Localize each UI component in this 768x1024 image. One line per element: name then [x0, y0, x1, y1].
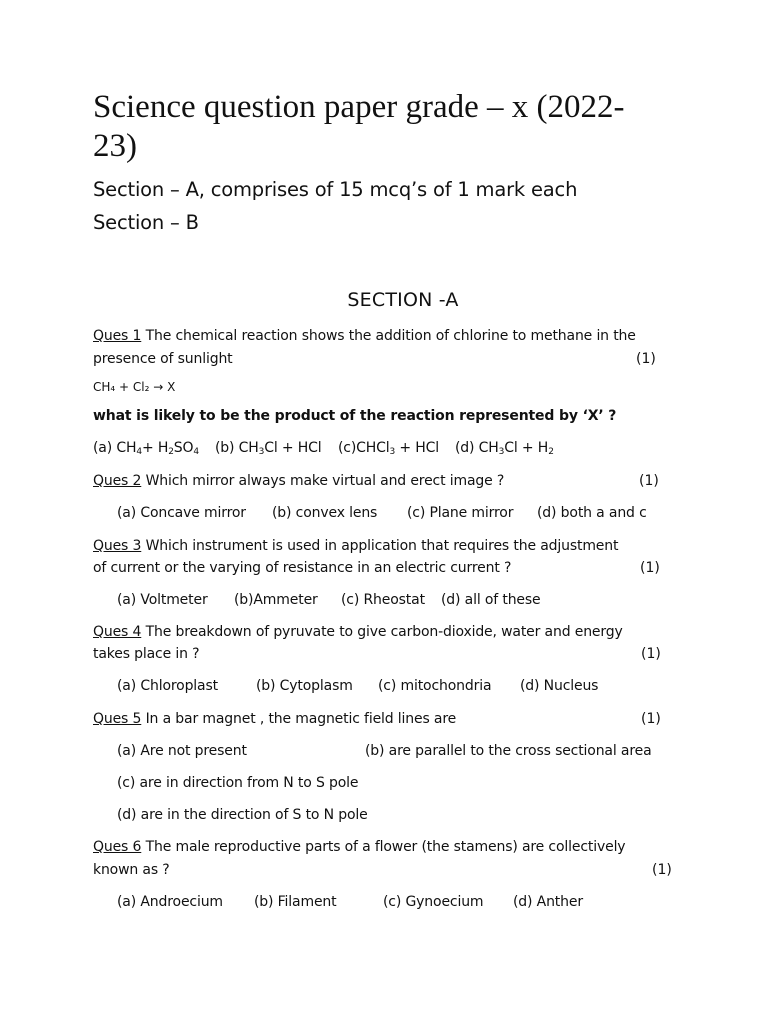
question-6-option-a: (a) Androecium [117, 894, 223, 910]
question-5-option-a: (a) Are not present [117, 743, 247, 759]
question-6-marks: (1) [652, 862, 672, 878]
question-4-option-a: (a) Chloroplast [117, 678, 218, 694]
question-4-marks: (1) [641, 646, 661, 662]
question-3-marks: (1) [640, 560, 660, 576]
question-1-text: The chemical reaction shows the addition of chlorine to methane in the [145, 328, 636, 344]
question-3-label: Ques 3 [93, 538, 142, 554]
question-1-line-1 [93, 328, 636, 344]
question-3-line-2: of current or the varying of resistance in an electric current ? [93, 560, 512, 576]
question-4-label: Ques 4 [93, 624, 142, 640]
question-5-marks: (1) [641, 711, 661, 727]
question-2-option-d: (d) both a and c [537, 505, 647, 521]
question-6-option-d: (d) Anther [513, 894, 583, 910]
section-b-description: Section – B [93, 211, 199, 234]
question-2-marks: (1) [639, 473, 659, 489]
question-5-option-b: (b) are parallel to the cross sectional area [365, 743, 652, 759]
question-2-text: Which mirror always make virtual and erect image ? [145, 473, 505, 489]
question-3-text: Which instrument is used in application that requires the adjustment [145, 538, 619, 554]
question-6-option-b: (b) Filament [254, 894, 337, 910]
section-heading: SECTION -A [347, 289, 459, 311]
paper-title-line-1: Science question paper grade – x (2022- [93, 89, 625, 125]
question-1-line-2: presence of sunlight [93, 351, 233, 367]
question-2-option-a: (a) Concave mirror [117, 505, 246, 521]
question-2-label: Ques 2 [93, 473, 142, 489]
question-5-text: In a bar magnet , the magnetic field lines are [145, 711, 457, 727]
question-5-label: Ques 5 [93, 711, 142, 727]
question-3-option-a: (a) Voltmeter [117, 592, 208, 608]
question-6-line-1 [93, 839, 625, 855]
question-1-label: Ques 1 [93, 328, 142, 344]
question-1-marks: (1) [636, 351, 656, 367]
question-4-option-d: (d) Nucleus [520, 678, 599, 694]
question-5-option-c: (c) are in direction from N to S pole [117, 775, 359, 791]
question-3-line-1 [93, 538, 618, 554]
question-4-option-c: (c) mitochondria [378, 678, 492, 694]
paper-title-line-2: 23) [93, 128, 137, 164]
question-4-line-1 [93, 624, 623, 640]
question-4-option-b: (b) Cytoplasm [256, 678, 353, 694]
question-3-option-b: (b)Ammeter [234, 592, 318, 608]
question-4-text: The breakdown of pyruvate to give carbon-dioxide, water and energy [145, 624, 623, 640]
question-2-option-c: (c) Plane mirror [407, 505, 514, 521]
question-2-line-1 [93, 473, 504, 489]
question-1-equation: CH₄ + Cl₂ → X [93, 380, 176, 394]
question-3-option-d: (d) all of these [441, 592, 541, 608]
question-4-line-2: takes place in ? [93, 646, 200, 662]
question-6-label: Ques 6 [93, 839, 142, 855]
question-6-line-2: known as ? [93, 862, 170, 878]
question-1-option-b: (b) $CH_3Cl$ + HCl [215, 440, 322, 457]
question-5-option-d: (d) are in the direction of S to N pole [117, 807, 368, 823]
question-6-text: The male reproductive parts of a flower (the stamens) are collectively [145, 839, 626, 855]
question-3-option-c: (c) Rheostat [341, 592, 425, 608]
question-1-option-d: (d) $CH_3Cl + H_2$ [455, 440, 554, 457]
question-1-prompt: what is likely to be the product of the reaction represented by ‘X’ ? [93, 408, 617, 424]
question-2-option-b: (b) convex lens [272, 505, 378, 521]
question-6-option-c: (c) Gynoecium [383, 894, 484, 910]
question-1-option-c: (c)CHCl$_3$ + HCl [338, 440, 440, 457]
section-a-description: Section – A, comprises of 15 mcq’s of 1 mark each [93, 178, 578, 201]
question-5-line-1 [93, 711, 456, 727]
question-1-option-a: (a) $CH_4+ H_2SO_4$ [93, 440, 199, 457]
